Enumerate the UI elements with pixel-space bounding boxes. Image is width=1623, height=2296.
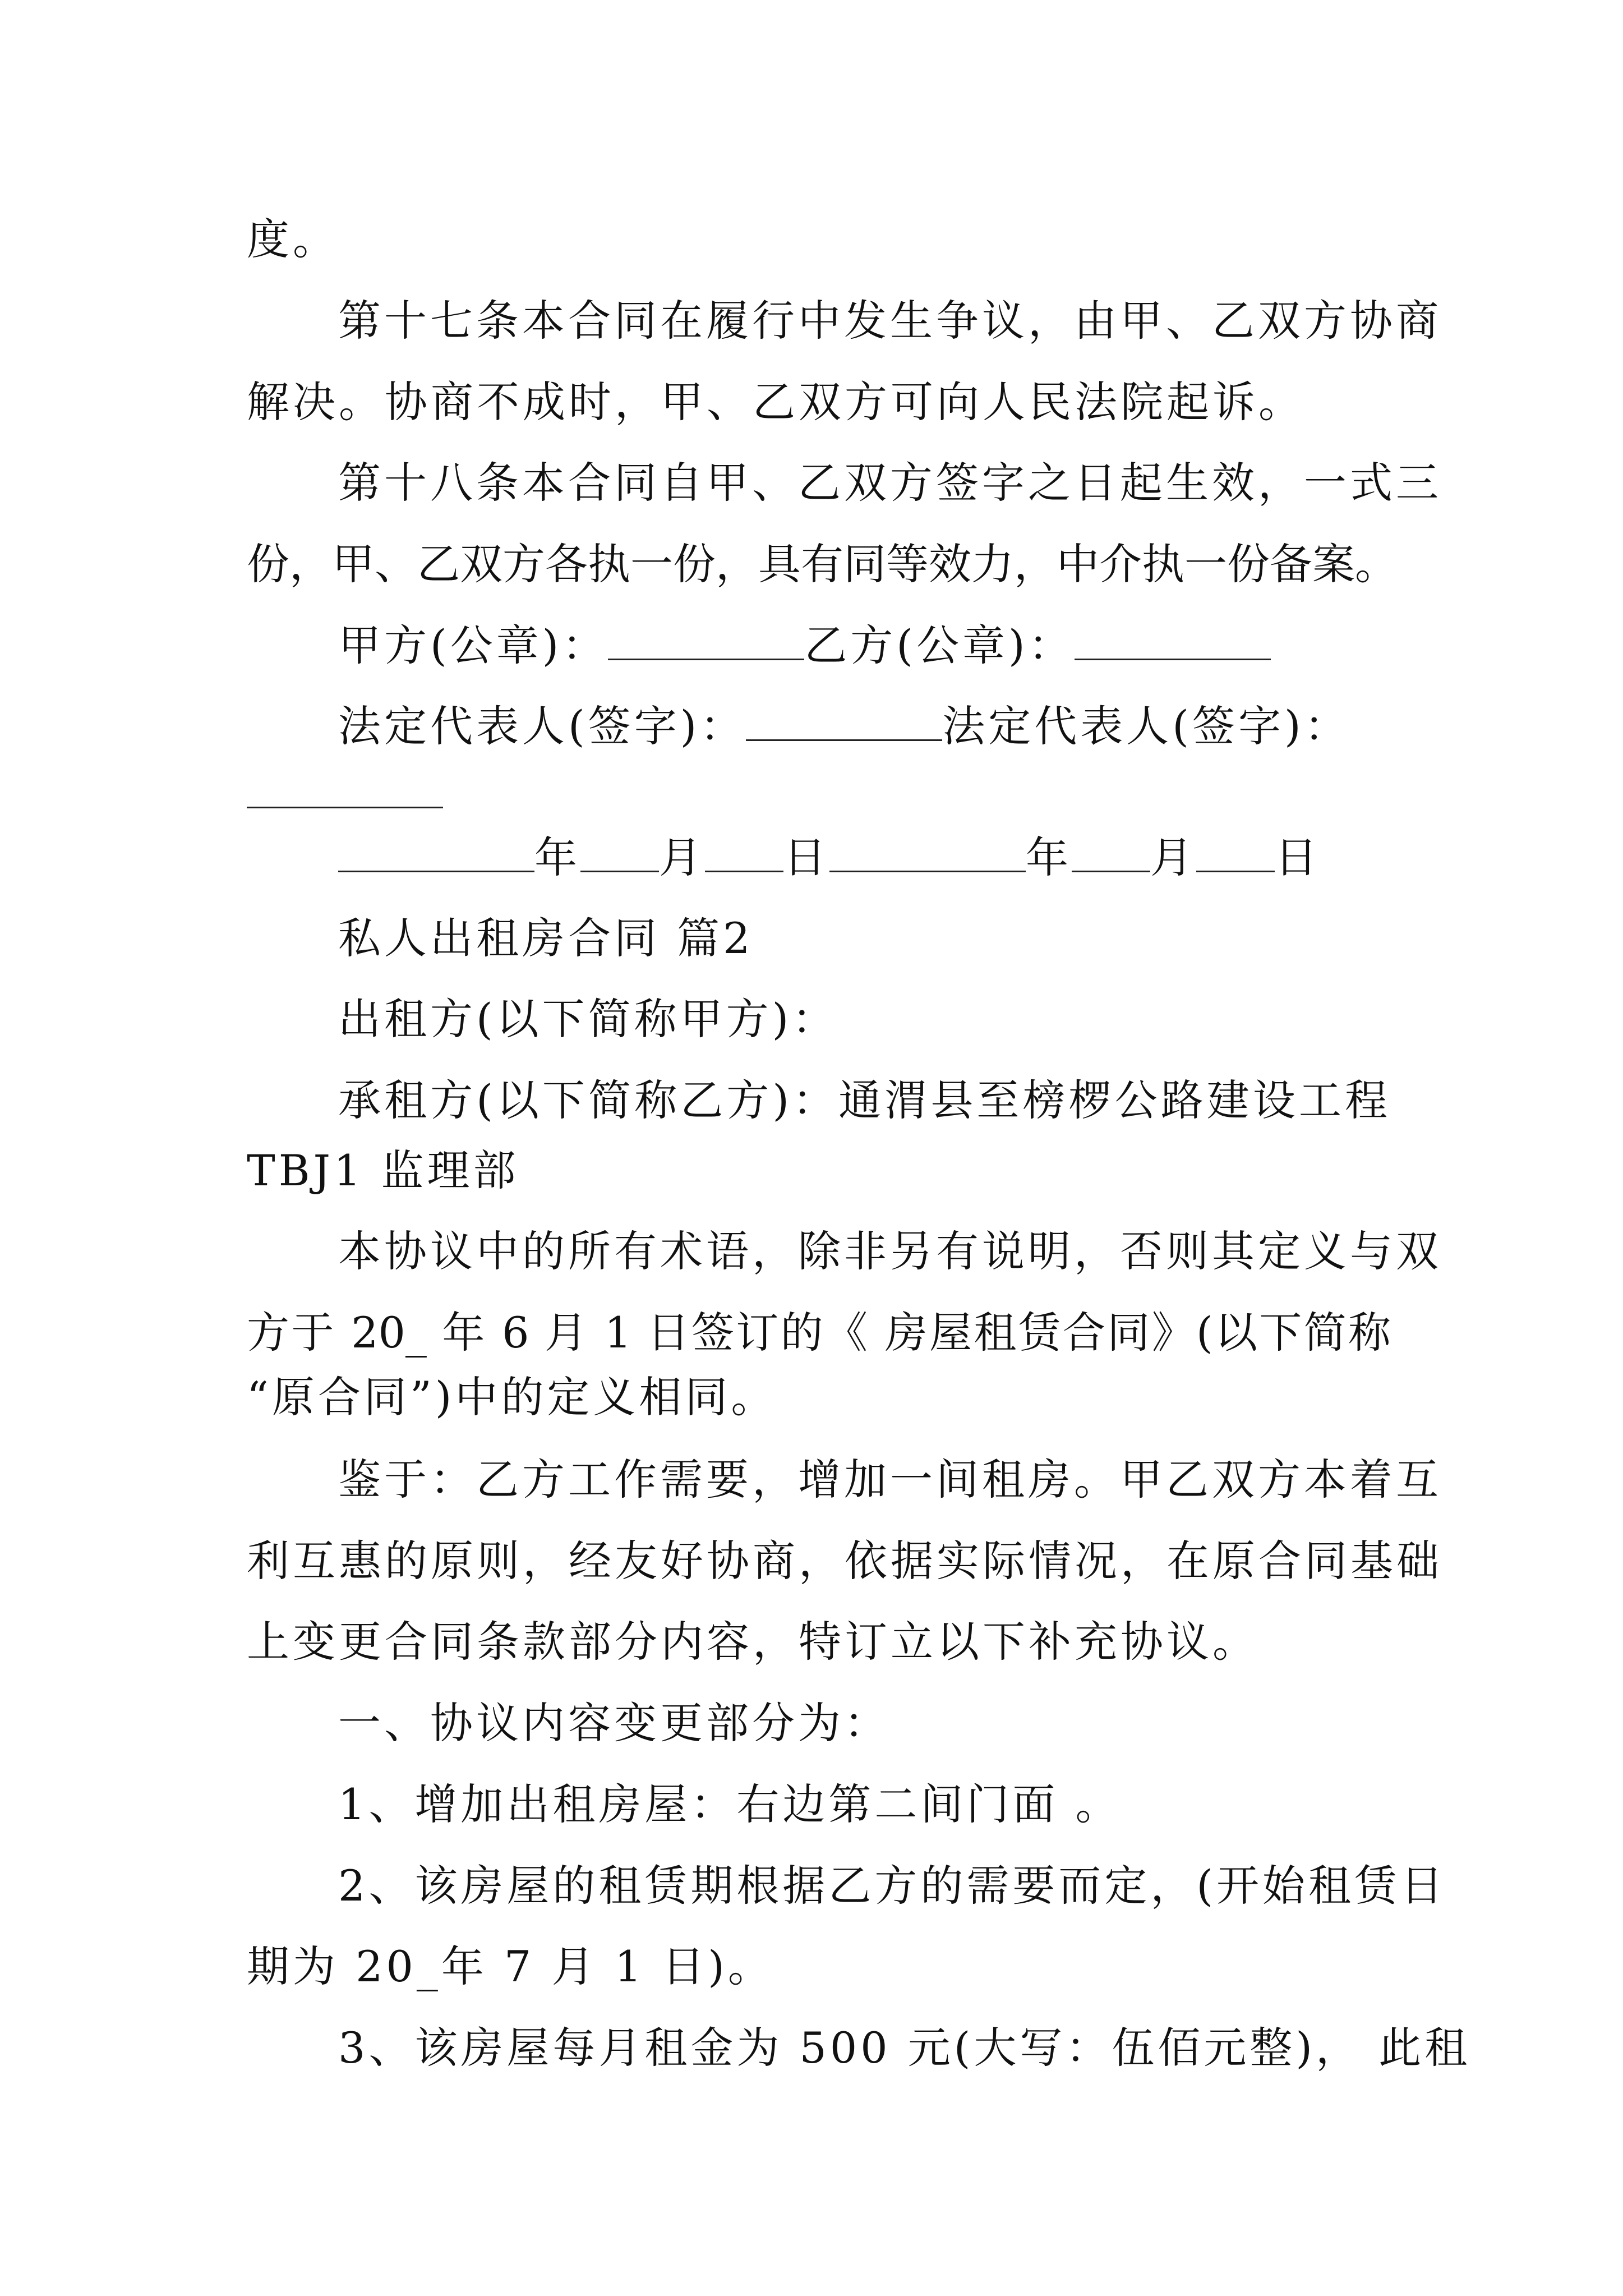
list-item: 3、该房屋每月租金为 500 元(大写：伍佰元整)， 此租: [338, 2023, 1471, 2073]
text-line: TBJ1 监理部: [247, 1145, 519, 1195]
list-item: 1、增加出租房屋：右边第二间门面 。: [338, 1779, 1122, 1829]
paragraph-line: 本协议中的所有术语，除非另有说明，否则其定义与双: [338, 1226, 1442, 1276]
day-blank-b: [1196, 836, 1275, 872]
year-label: 年: [1026, 832, 1072, 882]
party-a-seal-blank: [608, 624, 804, 660]
text-line: 利互惠的原则，经友好协商，依据实际情况，在原合同基础: [247, 1536, 1442, 1586]
text-line: 方于 20_ 年 6 月 1 日签订的《 房屋租赁合同》(以下简称: [247, 1308, 1391, 1358]
lessee-line: 承租方(以下简称乙方)：通渭县至榜椤公路建设工程: [338, 1075, 1391, 1125]
text-line: “原合同”)中的定义相同。: [247, 1372, 777, 1422]
rep-a-blank: [746, 705, 942, 741]
day-blank-a: [705, 836, 783, 872]
month-label: 月: [659, 832, 705, 882]
month-blank-a: [580, 836, 659, 872]
party-b-seal-label: 乙方(公章)：: [804, 620, 1075, 670]
text-line: 期为 20_年 7 月 1 日)。: [247, 1941, 774, 1991]
year-label: 年: [534, 832, 580, 882]
text-line: 解决。协商不成时，甲、乙双方可向人民法院起诉。: [247, 377, 1304, 427]
month-label: 月: [1150, 832, 1196, 882]
party-a-seal-label: 甲方(公章)：: [338, 620, 608, 670]
paragraph-line: 第十八条本合同自甲、乙双方签字之日起生效，一式三: [338, 458, 1442, 508]
paragraph-line: 鉴于：乙方工作需要，增加一间租房。甲乙双方本着互: [338, 1455, 1442, 1504]
list-item: 2、该房屋的租赁期根据乙方的需要而定，(开始租赁日: [338, 1861, 1447, 1911]
year-blank-a: [338, 836, 534, 872]
day-label: 日: [783, 832, 829, 882]
day-label: 日: [1275, 832, 1321, 882]
text-line: 上变更合同条款部分内容，特订立以下补充协议。: [247, 1617, 1258, 1667]
signature-date-line: [338, 827, 1391, 889]
month-blank-b: [1072, 836, 1150, 872]
text-line: 份，甲、乙双方各执一份，具有同等效力，中介执一份备案。: [247, 539, 1398, 589]
rep-b-blank-line: [247, 763, 1391, 825]
text-line: 度。: [247, 214, 339, 264]
signature-rep-line: [338, 696, 1391, 757]
rep-b-label: 法定代表人(签字)：: [942, 701, 1350, 751]
rep-a-label: 法定代表人(签字)：: [338, 701, 746, 751]
section-heading: 私人出租房合同 篇2: [338, 913, 754, 963]
party-b-seal-blank: [1075, 624, 1271, 660]
paragraph-line: 第十七条本合同在履行中发生争议，由甲、乙双方协商: [338, 296, 1442, 346]
paragraph-line: 一、协议内容变更部分为：: [338, 1698, 890, 1748]
lessor-line: 出租方(以下简称甲方)：: [338, 994, 838, 1044]
year-blank-b: [829, 836, 1026, 872]
signature-seal-line: [338, 615, 1391, 677]
rep-b-blank: [247, 772, 443, 808]
